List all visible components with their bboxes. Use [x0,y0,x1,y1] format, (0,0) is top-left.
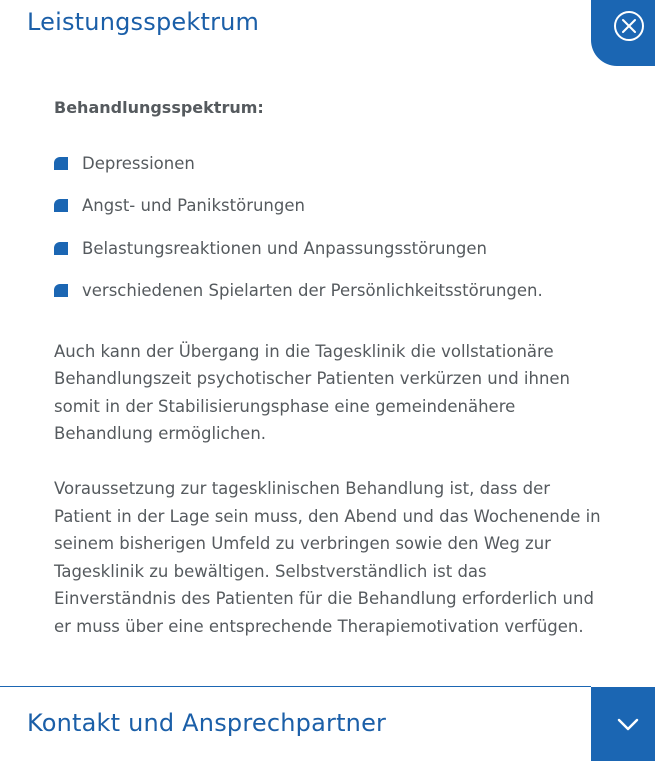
bullet-icon [54,242,68,255]
paragraph-line: Patient in der Lage sein muss, den Abend und das Wochenende in [54,506,601,526]
bullet-icon [54,157,68,170]
treatment-list [54,150,614,320]
paragraph-line: Einverständnis des Patienten für die Behandlung erforderlich und [54,589,594,609]
list-item-label: Belastungsreaktionen und Anpassungsstörungen [82,238,487,258]
collapse-section-button[interactable] [591,0,655,66]
paragraph-line: Voraussetzung zur tagesklinischen Behandlung ist, dass der [54,478,551,498]
paragraph-line: er muss über eine entsprechende Therapiemotivation verfügen. [54,616,584,636]
list-item [54,235,614,278]
section-title-leistungsspektrum[interactable]: Leistungsspektrum [27,8,260,36]
expand-section-button[interactable] [591,687,655,761]
close-circle-icon [613,10,645,42]
list-item-label: Depressionen [82,153,195,173]
treatment-spectrum-heading: Behandlungsspektrum: [54,98,264,117]
section-content [54,94,614,641]
list-item [54,192,614,235]
paragraph-requirements [54,475,614,641]
paragraph-line: Behandlung ermöglichen. [54,424,267,444]
bullet-icon [54,199,68,212]
list-item-label: Angst- und Panikstörungen [82,196,305,216]
paragraph-transition [54,338,614,448]
bullet-icon [54,284,68,297]
section-title-kontakt[interactable]: Kontakt und Ansprechpartner [27,709,387,737]
list-item-label: verschiedenen Spielarten der Persönlichkeitsstörungen. [82,281,543,301]
chevron-down-icon [617,718,639,732]
paragraph-line: seinem bisherigen Umfeld zu verbringen sowie den Weg zur [54,534,551,554]
paragraph-line: Tagesklinik zu bewältigen. Selbstverständlich ist das [54,561,487,581]
list-item [54,277,614,320]
paragraph-line: somit in der Stabilisierungsphase eine gemeindenähere [54,396,516,416]
section-divider [0,686,591,687]
list-item [54,150,614,193]
paragraph-line: Behandlungszeit psychotischer Patienten verkürzen und ihnen [54,369,571,389]
paragraph-line: Auch kann der Übergang in die Tagesklinik die vollstationäre [54,341,554,361]
